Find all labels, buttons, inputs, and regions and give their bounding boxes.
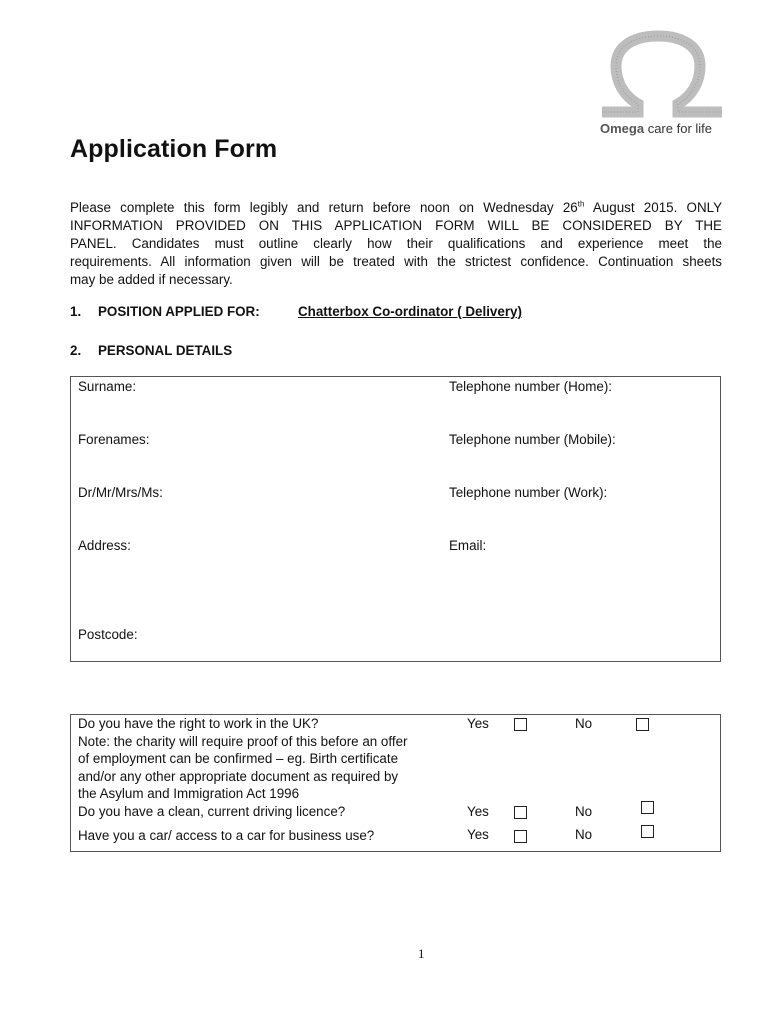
omega-icon: [598, 30, 728, 120]
intro-line-4: requirements. All information given will be treated with the strictest confidence. Continuation sheets: [70, 254, 722, 269]
intro-line-1-text: Please complete this form legibly and return before noon on Wednesday 26: [70, 200, 578, 215]
car-access-no-checkbox[interactable]: [641, 825, 654, 838]
note-line: of employment can be confirmed – eg. Birth certificate: [78, 751, 399, 767]
driving-licence-question: Do you have a clean, current driving licence?: [78, 804, 346, 819]
page-title: Application Form: [70, 135, 278, 163]
telephone-work-field[interactable]: Telephone number (Work):: [449, 485, 608, 500]
telephone-home-field[interactable]: Telephone number (Home):: [449, 379, 613, 394]
personal-details-box: [70, 376, 721, 662]
intro-line-5: may be added if necessary.: [70, 272, 233, 287]
position-label: POSITION APPLIED FOR:: [98, 304, 260, 319]
telephone-mobile-field[interactable]: Telephone number (Mobile):: [449, 432, 616, 447]
intro-line-1-sup: th: [577, 199, 585, 209]
no-label: No: [575, 827, 593, 842]
intro-line-3: PANEL. Candidates must outline clearly how their qualifications and experience meet the: [70, 236, 722, 251]
title-field[interactable]: Dr/Mr/Mrs/Ms:: [78, 485, 163, 500]
note-line: Note: the charity will require proof of this before an offer: [78, 733, 408, 749]
address-field[interactable]: Address:: [78, 538, 131, 553]
no-label: No: [575, 716, 593, 731]
section-number: 2.: [70, 343, 82, 358]
postcode-field[interactable]: Postcode:: [78, 627, 138, 642]
personal-details-heading: [70, 343, 232, 358]
right-to-work-question: [78, 715, 448, 803]
no-label: No: [575, 804, 593, 819]
yes-label: Yes: [467, 827, 489, 842]
yes-label: Yes: [467, 804, 489, 819]
note-line: the Asylum and Immigration Act 1996: [78, 786, 300, 802]
car-access-yes-checkbox[interactable]: [514, 830, 527, 843]
forenames-field[interactable]: Forenames:: [78, 432, 150, 447]
right-to-work-yes-checkbox[interactable]: [514, 718, 527, 731]
page-number: 1: [418, 946, 425, 961]
logo-tagline-text: care for life: [647, 121, 713, 136]
intro-line-1-end: August 2015. ONLY: [584, 200, 723, 215]
logo-tagline: [600, 121, 712, 136]
eligibility-box: [70, 714, 721, 852]
right-to-work-no-checkbox[interactable]: [636, 718, 649, 731]
intro-paragraph: [70, 199, 722, 289]
email-field[interactable]: Email:: [449, 538, 487, 553]
section-number: 1.: [70, 304, 82, 319]
driving-licence-no-checkbox[interactable]: [641, 801, 654, 814]
section-heading: PERSONAL DETAILS: [98, 343, 233, 358]
intro-line-1: [70, 199, 722, 217]
position-value: Chatterbox Co-ordinator ( Delivery): [298, 304, 522, 319]
surname-field[interactable]: Surname:: [78, 379, 137, 394]
driving-licence-yes-checkbox[interactable]: [514, 806, 527, 819]
note-line: and/or any other appropriate document as required by: [78, 768, 399, 784]
position-applied-section: [70, 304, 522, 319]
omega-logo: [598, 30, 728, 140]
car-access-question: Have you a car/ access to a car for business use?: [78, 828, 375, 843]
yes-label: Yes: [467, 716, 489, 731]
question-text: Do you have the right to work in the UK?: [78, 716, 319, 731]
intro-line-2: INFORMATION PROVIDED ON THIS APPLICATION FORM WILL BE CONSIDERED BY THE: [70, 218, 722, 233]
logo-brand: Omega: [600, 121, 645, 136]
